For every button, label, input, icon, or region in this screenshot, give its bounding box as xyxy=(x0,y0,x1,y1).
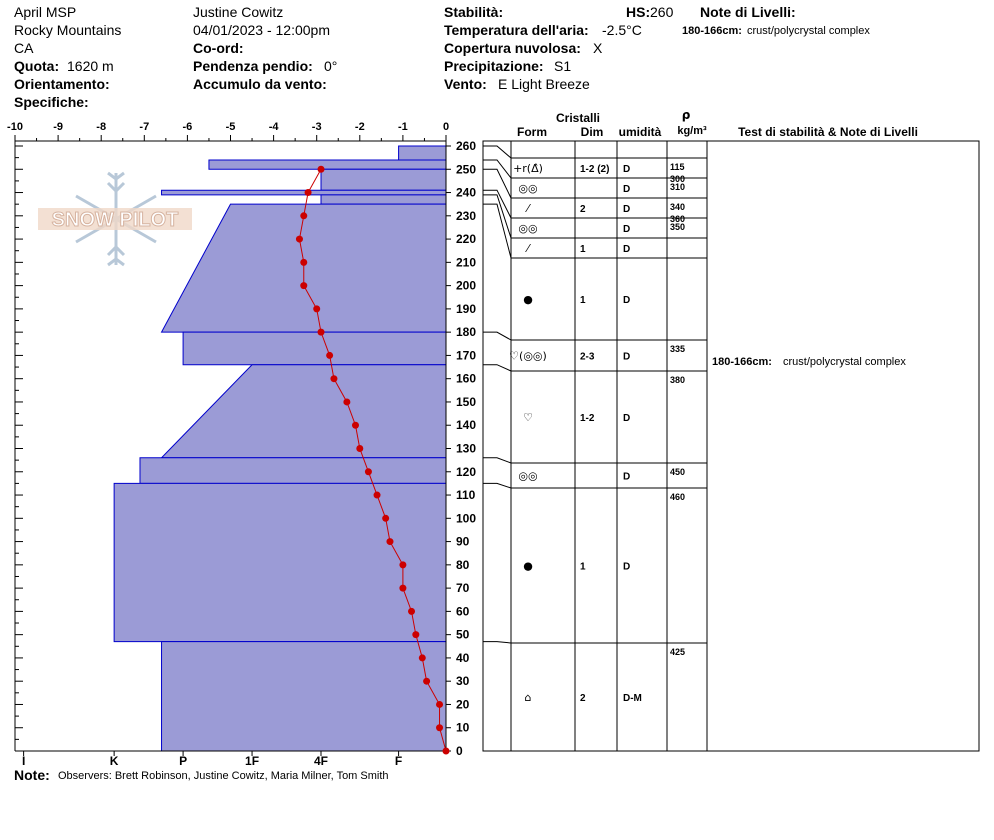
layer-moisture: D xyxy=(623,224,631,235)
layer-moisture: D xyxy=(623,164,631,175)
temp-point xyxy=(305,189,312,196)
layer-moisture: D-M xyxy=(623,693,642,704)
temp-tick-label: -7 xyxy=(139,121,150,133)
temp-point xyxy=(330,375,337,382)
hardness-layer xyxy=(183,332,446,365)
height-tick-label: 80 xyxy=(456,557,470,572)
layer-moisture: D xyxy=(623,561,631,573)
layer-form: ● xyxy=(523,293,533,306)
temp-tick-label: -1 xyxy=(398,121,408,133)
height-tick-label: 170 xyxy=(456,348,477,363)
hardness-tick-label: F xyxy=(394,754,403,768)
hardness-layer xyxy=(209,160,446,169)
hardness-profile xyxy=(114,146,446,751)
height-tick-label: 260 xyxy=(456,139,477,153)
layer-density: 300 xyxy=(670,174,686,184)
header-tests: Test di stabilità & Note di Livelli xyxy=(738,125,918,139)
temp-tick-label: -3 xyxy=(311,121,322,133)
temp-point xyxy=(399,585,406,592)
layer-density: 340 xyxy=(670,202,686,212)
table-connector xyxy=(483,204,511,258)
temp-tick-label: -6 xyxy=(182,121,193,133)
note-text: Observers: Brett Robinson, Justine Cowitz, Maria Milner, Tom Smith xyxy=(58,770,389,782)
temp-point xyxy=(313,305,320,312)
layer-form: ♡ xyxy=(523,411,533,424)
layer-form: +r(Δ̂) xyxy=(513,162,543,175)
temp-point xyxy=(352,422,359,429)
datetime: 04/01/2023 - 12:00pm xyxy=(193,22,330,38)
hardness-layer xyxy=(321,169,446,190)
hs-label: HS: xyxy=(626,4,651,20)
hardness-tick-label: P xyxy=(179,754,188,768)
temp-tick-label: -10 xyxy=(7,121,23,133)
height-tick-label: 180 xyxy=(456,325,477,340)
height-tick-label: 220 xyxy=(456,232,477,247)
air-temp-value: -2.5°C xyxy=(602,22,642,38)
elevation-value: 1620 m xyxy=(67,58,114,74)
height-tick-label: 30 xyxy=(456,674,470,689)
layer-form: ⌂ xyxy=(524,691,532,704)
layer-moisture: D xyxy=(623,295,631,306)
layer-moisture: D xyxy=(623,204,631,215)
temp-point xyxy=(300,212,307,219)
height-tick-label: 250 xyxy=(456,162,477,177)
hardness-layer xyxy=(399,146,446,160)
table-connector xyxy=(483,642,511,643)
hardness-tick-label: I xyxy=(21,754,26,768)
temp-point xyxy=(326,352,333,359)
height-tick-label: 10 xyxy=(456,720,470,735)
table-connector xyxy=(483,146,511,158)
layer-size: 2 xyxy=(580,204,586,215)
note-label: Note: xyxy=(14,767,50,783)
hardness-layer xyxy=(114,483,446,641)
table-connector xyxy=(483,458,511,463)
temp-tick-label: -4 xyxy=(268,121,279,133)
layer-form: ♡(◎◎) xyxy=(509,349,547,363)
layer-moisture: D xyxy=(623,351,631,363)
hardness-layer xyxy=(162,365,446,458)
height-tick-label: 130 xyxy=(456,441,477,456)
layer-form: ⁄ xyxy=(527,242,529,255)
air-temp-label: Temperatura dell'aria: xyxy=(444,22,589,38)
temp-point xyxy=(300,282,307,289)
hardness-layer xyxy=(140,458,446,484)
temp-point xyxy=(419,654,426,661)
height-tick-label: 150 xyxy=(456,394,477,409)
location: April MSP xyxy=(14,4,77,20)
temp-point xyxy=(443,748,450,755)
layer-size: 1 xyxy=(580,561,586,573)
temp-point xyxy=(408,608,415,615)
height-tick-label: 200 xyxy=(456,278,477,293)
layer-notes-label: Note di Livelli: xyxy=(700,4,796,20)
layer-size: 2 xyxy=(580,693,586,704)
specifics-label: Specifiche: xyxy=(14,94,89,110)
observer: Justine Cowitz xyxy=(193,4,284,20)
height-tick-label: 0 xyxy=(456,744,463,758)
cloud-value: X xyxy=(593,40,603,56)
layer-density: 115 xyxy=(670,162,685,172)
layer-density: 360 xyxy=(670,214,686,224)
hardness-tick-label: 1F xyxy=(245,754,260,768)
layer-note-text: crust/polycrystal complex xyxy=(747,25,870,37)
temp-point xyxy=(296,236,303,243)
table-connector xyxy=(483,332,511,340)
slope-value: 0° xyxy=(324,58,338,74)
header-form: Form xyxy=(517,125,547,139)
layer-size: 1-2 xyxy=(580,413,595,424)
table-connector xyxy=(483,365,511,371)
temp-point xyxy=(300,259,307,266)
height-tick-label: 90 xyxy=(456,534,470,549)
temp-tick-label: 0 xyxy=(442,121,450,133)
mountain-range: Rocky Mountains xyxy=(14,22,122,38)
header-density-unit: kg/m³ xyxy=(677,125,707,137)
logo-text: SNOW PILOT xyxy=(51,209,179,231)
hardness-tick-label: K xyxy=(109,754,119,768)
slope-label: Pendenza pendio: xyxy=(193,58,313,74)
layer-size: 2-3 xyxy=(580,351,595,363)
height-tick-label: 100 xyxy=(456,511,477,526)
temp-point xyxy=(436,701,443,708)
header-size: Dim xyxy=(580,125,604,139)
wind-label: Vento: xyxy=(444,76,487,92)
height-tick-label: 70 xyxy=(456,581,470,596)
temp-point xyxy=(436,724,443,731)
precip-value: S1 xyxy=(554,58,572,74)
temp-point xyxy=(412,631,419,638)
precip-label: Precipitazione: xyxy=(444,58,544,74)
layer-form: ◎◎ xyxy=(518,469,538,483)
layer-moisture: D xyxy=(623,184,631,195)
layer-form: ● xyxy=(523,559,533,573)
layer-size: 1 xyxy=(580,244,586,255)
wind-value: E Light Breeze xyxy=(498,76,590,92)
temp-point xyxy=(343,398,350,405)
wind-loading-label: Accumulo da vento: xyxy=(193,76,327,92)
hs-value: 260 xyxy=(650,4,674,20)
temp-tick-label: -5 xyxy=(225,121,236,133)
height-tick-label: 140 xyxy=(456,418,477,433)
height-tick-label: 160 xyxy=(456,371,477,386)
layer-size: 1-2 (2) xyxy=(580,164,610,175)
temp-point xyxy=(365,468,372,475)
layer-density: 335 xyxy=(670,344,686,354)
header-rho: ρ xyxy=(681,108,691,122)
height-tick-label: 20 xyxy=(456,697,470,712)
temp-point xyxy=(399,561,406,568)
layer-moisture: D xyxy=(623,471,631,483)
hardness-layer xyxy=(162,190,446,195)
hardness-layer xyxy=(321,195,446,204)
temp-point xyxy=(386,538,393,545)
temp-tick-label: -9 xyxy=(53,121,63,133)
layer-density: 310 xyxy=(670,182,686,192)
stability-note-range: 180-166cm: xyxy=(712,356,772,368)
stability-note-text: crust/polycrystal complex xyxy=(783,356,906,368)
aspect-label: Orientamento: xyxy=(14,76,110,92)
layer-density: 450 xyxy=(670,467,686,477)
table-connector xyxy=(483,169,511,198)
height-tick-label: 110 xyxy=(456,488,476,503)
height-tick-label: 240 xyxy=(456,185,477,200)
height-tick-label: 60 xyxy=(456,604,470,619)
height-tick-label: 190 xyxy=(456,301,477,316)
layer-size: 1 xyxy=(580,295,586,306)
layer-moisture: D xyxy=(623,413,631,424)
height-tick-label: 210 xyxy=(456,255,477,270)
temp-tick-label: -8 xyxy=(96,121,107,133)
table-connector xyxy=(483,483,511,488)
temp-point xyxy=(318,329,325,336)
stability-label: Stabilità: xyxy=(444,4,504,20)
temp-point xyxy=(374,492,381,499)
layer-density: 460 xyxy=(670,492,686,502)
temp-point xyxy=(318,166,325,173)
cloud-label: Copertura nuvolosa: xyxy=(444,40,581,56)
layer-note-range: 180-166cm: xyxy=(682,25,742,37)
layer-table xyxy=(483,141,979,751)
layer-density: 380 xyxy=(670,375,686,385)
layer-form: ◎◎ xyxy=(518,182,538,195)
layer-form: ⁄ xyxy=(527,202,529,215)
layer-density: 350 xyxy=(670,222,686,232)
layer-form: ◎◎ xyxy=(518,222,538,235)
layer-density: 425 xyxy=(670,647,686,657)
height-tick-label: 230 xyxy=(456,208,477,223)
temp-point xyxy=(423,678,430,685)
hardness-tick-label: 4F xyxy=(314,754,329,768)
temp-point xyxy=(356,445,363,452)
height-tick-label: 50 xyxy=(456,627,470,642)
header-moisture: umidità xyxy=(618,125,662,139)
table-frame xyxy=(483,141,979,751)
table-connector xyxy=(483,195,511,238)
hardness-layer xyxy=(162,642,446,751)
temp-tick-label: -2 xyxy=(354,121,365,133)
snowpilot-logo xyxy=(38,173,192,265)
state: CA xyxy=(14,40,34,56)
temp-point xyxy=(382,515,389,522)
height-tick-label: 40 xyxy=(456,650,470,665)
elevation-label: Quota: xyxy=(14,58,60,74)
coord-label: Co-ord: xyxy=(193,40,244,56)
header-crystals: Cristalli xyxy=(555,111,601,125)
layer-moisture: D xyxy=(623,244,631,255)
height-tick-label: 120 xyxy=(456,464,477,479)
